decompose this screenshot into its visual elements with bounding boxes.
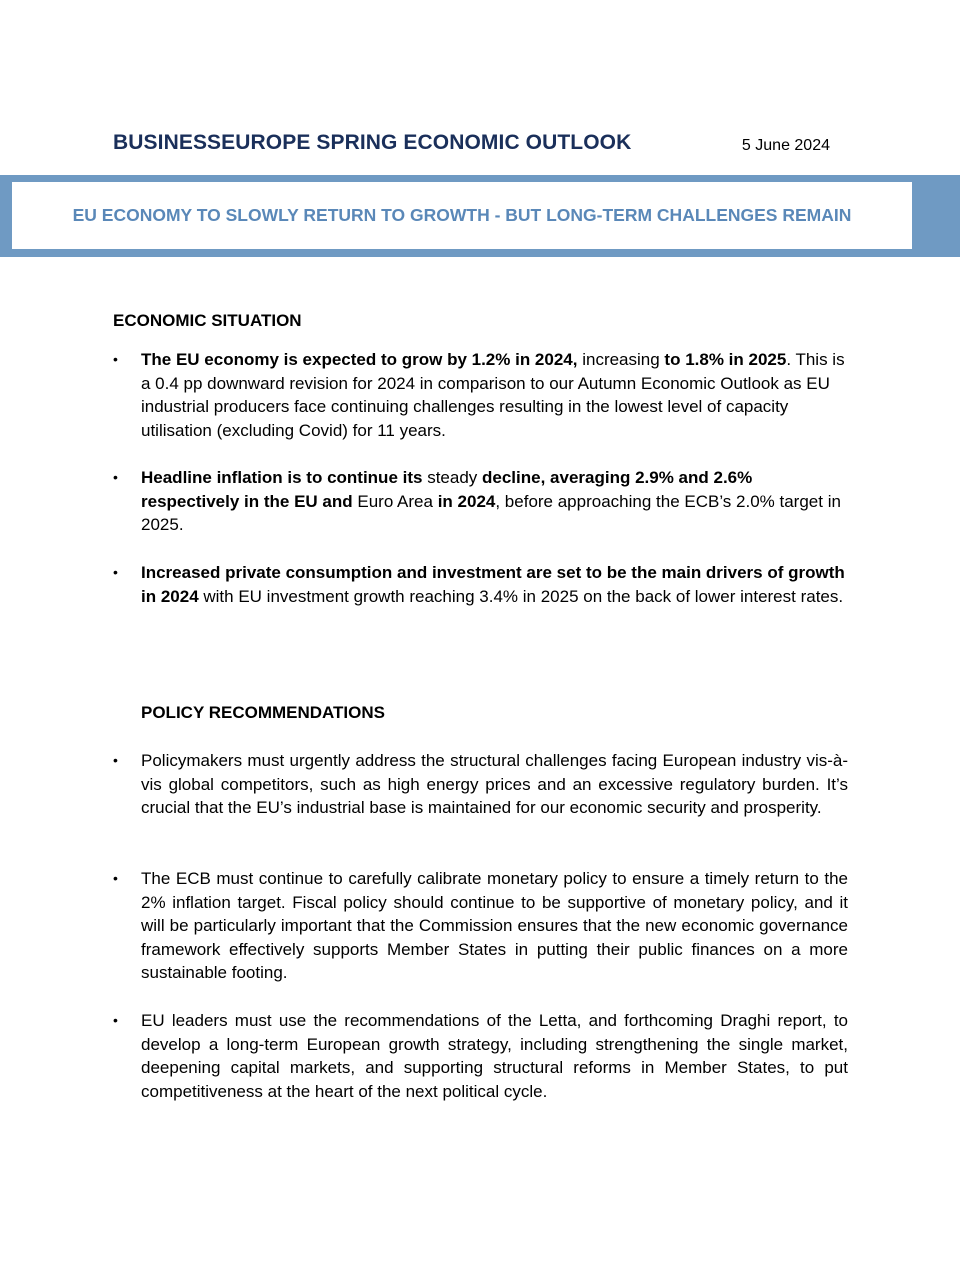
economic-bullet-1 xyxy=(113,348,848,442)
text-segment: increasing xyxy=(577,350,665,369)
text-segment: decline, averaging 2.9% and 2.6% respectively in the EU and xyxy=(141,468,753,511)
text-segment: Headline inflation is to continue its xyxy=(141,468,423,487)
policy-bullet-2 xyxy=(113,867,848,985)
bullet-icon: • xyxy=(113,1012,118,1028)
text-segment: The EU economy is expected to grow by 1.2% in 2024, xyxy=(141,350,578,369)
bullet-icon: • xyxy=(113,870,118,886)
text-segment: in 2024 xyxy=(437,491,496,511)
bullet-icon: • xyxy=(113,351,118,367)
economic-bullet-2-text xyxy=(141,466,848,537)
document-header xyxy=(113,131,833,161)
bullet-icon: • xyxy=(113,564,118,580)
bullet-icon: • xyxy=(113,752,118,768)
policy-bullet-3 xyxy=(113,1009,848,1103)
text-segment: . This is a 0.4 pp downward revision for 2024 in comparison to our Autumn Economic Outlook as EU industrial producers face continuing challenges resulting in the lowest level of capacity utilisation (excluding Covid) for 11 years. xyxy=(141,350,845,440)
document-title: BUSINESSEUROPE SPRING ECONOMIC OUTLOOK xyxy=(113,131,632,154)
headline-text: EU ECONOMY TO SLOWLY RETURN TO GROWTH - BUT LONG-TERM CHALLENGES REMAIN xyxy=(72,205,852,225)
document-date: 5 June 2024 xyxy=(741,137,830,154)
headline-banner xyxy=(0,175,960,257)
policy-bullet-1 xyxy=(113,749,848,820)
bullet-icon: • xyxy=(113,469,118,485)
economic-bullet-3-text xyxy=(141,561,848,608)
policy-bullet-2-text: The ECB must continue to carefully calibrate monetary policy to ensure a timely return to the 2% inflation target. Fiscal policy should continue to be supportive of monetary policy, and it will be particularly important that the Commission ensures that the new economic governance framework effectively supports Member States in putting their public finances on a more sustainable footing. xyxy=(141,869,848,982)
text-segment: steady xyxy=(422,468,483,487)
policy-bullet-3-text: EU leaders must use the recommendations of the Letta, and forthcoming Draghi report, to develop a long-term European growth strategy, including strengthening the single market, deepening capital markets, and supporting structural reforms in Member States, to put competitiveness at the heart of the next political cycle. xyxy=(141,1011,848,1101)
economic-bullet-3 xyxy=(113,561,848,608)
policy-bullet-1-text: Policymakers must urgently address the structural challenges facing European industry vis-à-vis global competitors, such as high energy prices and an excessive regulatory burden. It’s crucial that the EU’s industrial base is maintained for our economic security and prosperity. xyxy=(141,751,848,817)
policy-recommendations-heading: POLICY RECOMMENDATIONS xyxy=(141,703,385,722)
economic-bullet-1-text xyxy=(141,348,848,442)
text-segment: to 1.8% in 2025 xyxy=(664,350,787,369)
text-segment: , before approaching the ECB’s 2.0% target in 2025. xyxy=(141,491,841,534)
headline-banner-box xyxy=(12,182,912,249)
economic-situation-heading: ECONOMIC SITUATION xyxy=(113,311,302,330)
economic-bullet-2 xyxy=(113,466,848,537)
text-segment: with EU investment growth reaching 3.4% in 2025 on the back of lower interest rates. xyxy=(198,586,844,606)
text-segment: Euro Area xyxy=(352,491,438,511)
text-segment: Increased private consumption and investment are set to be the main drivers of growth in 2024 xyxy=(141,563,845,606)
